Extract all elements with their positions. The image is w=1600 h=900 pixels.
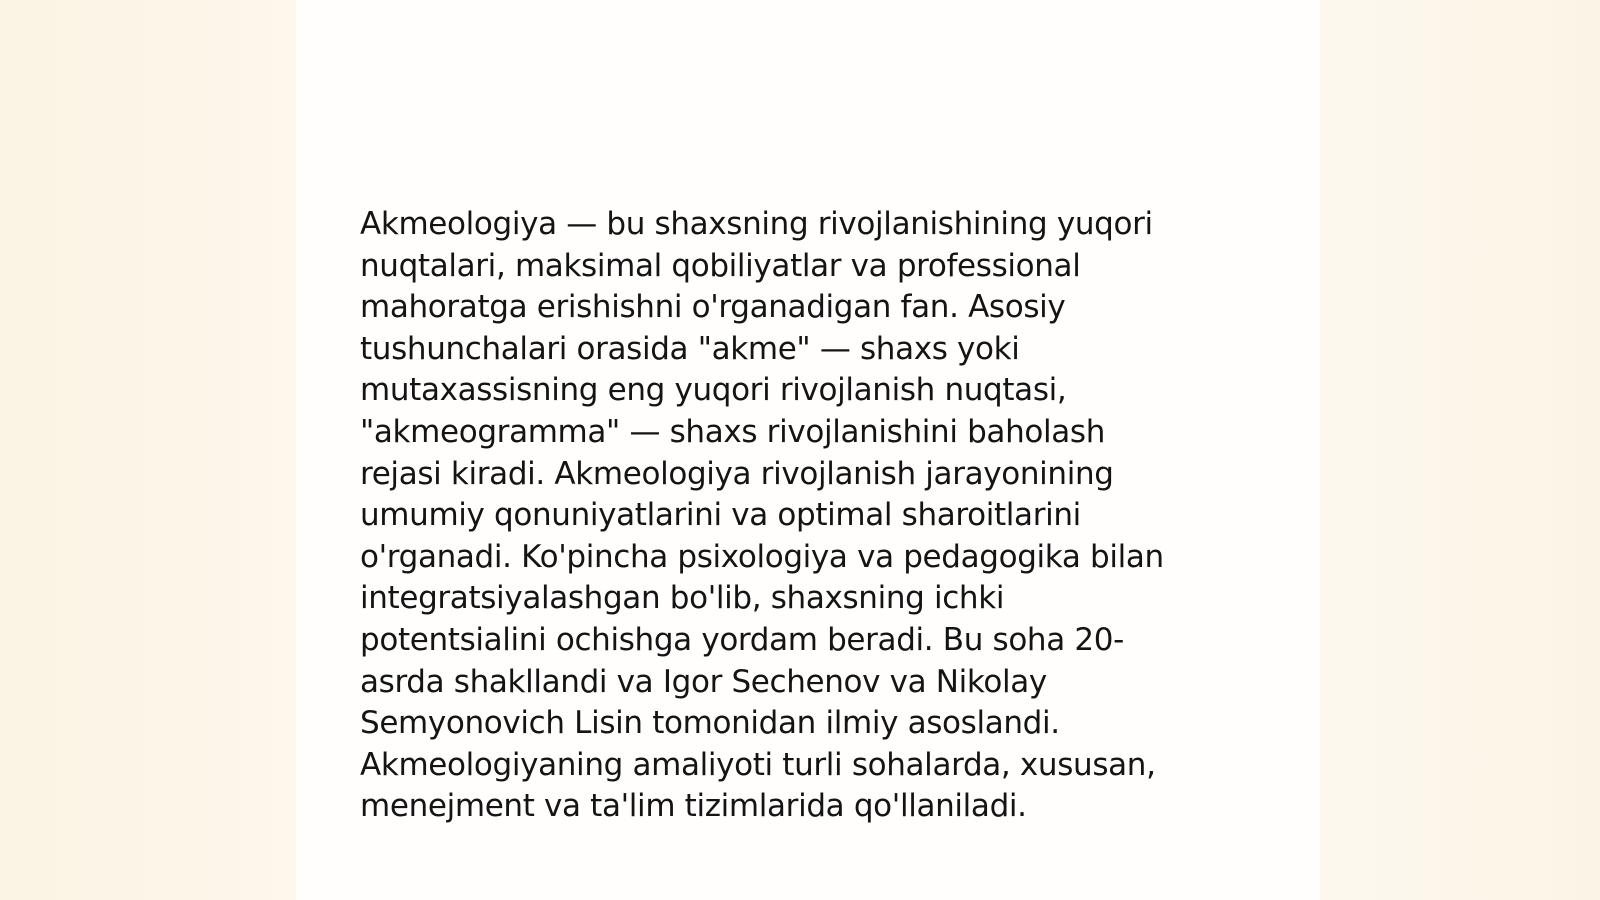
paragraph-line: rejasi kiradi. Akmeologiya rivojlanish jarayonining (360, 455, 1114, 492)
left-margin-background (0, 0, 296, 900)
paragraph-line: potentsialini ochishga yordam beradi. Bu soha 20- (360, 621, 1124, 658)
paragraph-line: mahoratga erishishni o'rganadigan fan. Asosiy (360, 289, 1066, 326)
right-margin-background (1320, 0, 1600, 900)
body-paragraph (360, 204, 1260, 828)
paragraph-line: integratsiyalashgan bo'lib, shaxsning ichki (360, 580, 1005, 617)
paragraph-line: o'rganadi. Ko'pincha psixologiya va pedagogika bilan (360, 538, 1164, 575)
document-page (296, 0, 1320, 900)
paragraph-line: umumiy qonuniyatlarini va optimal sharoitlarini (360, 497, 1081, 534)
paragraph-line: Akmeologiya — bu shaxsning rivojlanishining yuqori (360, 206, 1153, 242)
paragraph-line: Akmeologiyaning amaliyoti turli sohalarda, xususan, (360, 746, 1156, 783)
paragraph-line: menejment va ta'lim tizimlarida qo'llaniladi. (360, 788, 1027, 825)
paragraph-line: mutaxassisning eng yuqori rivojlanish nuqtasi, (360, 372, 1067, 409)
paragraph-line: Semyonovich Lisin tomonidan ilmiy asoslandi. (360, 705, 1060, 742)
paragraph-line: tushunchalari orasida "akme" — shaxs yoki (360, 330, 1020, 367)
paragraph-line: nuqtalari, maksimal qobiliyatlar va professional (360, 247, 1081, 284)
paragraph-line: asrda shakllandi va Igor Sechenov va Nikolay (360, 663, 1047, 700)
paragraph-line: "akmeogramma" — shaxs rivojlanishini baholash (360, 413, 1105, 450)
